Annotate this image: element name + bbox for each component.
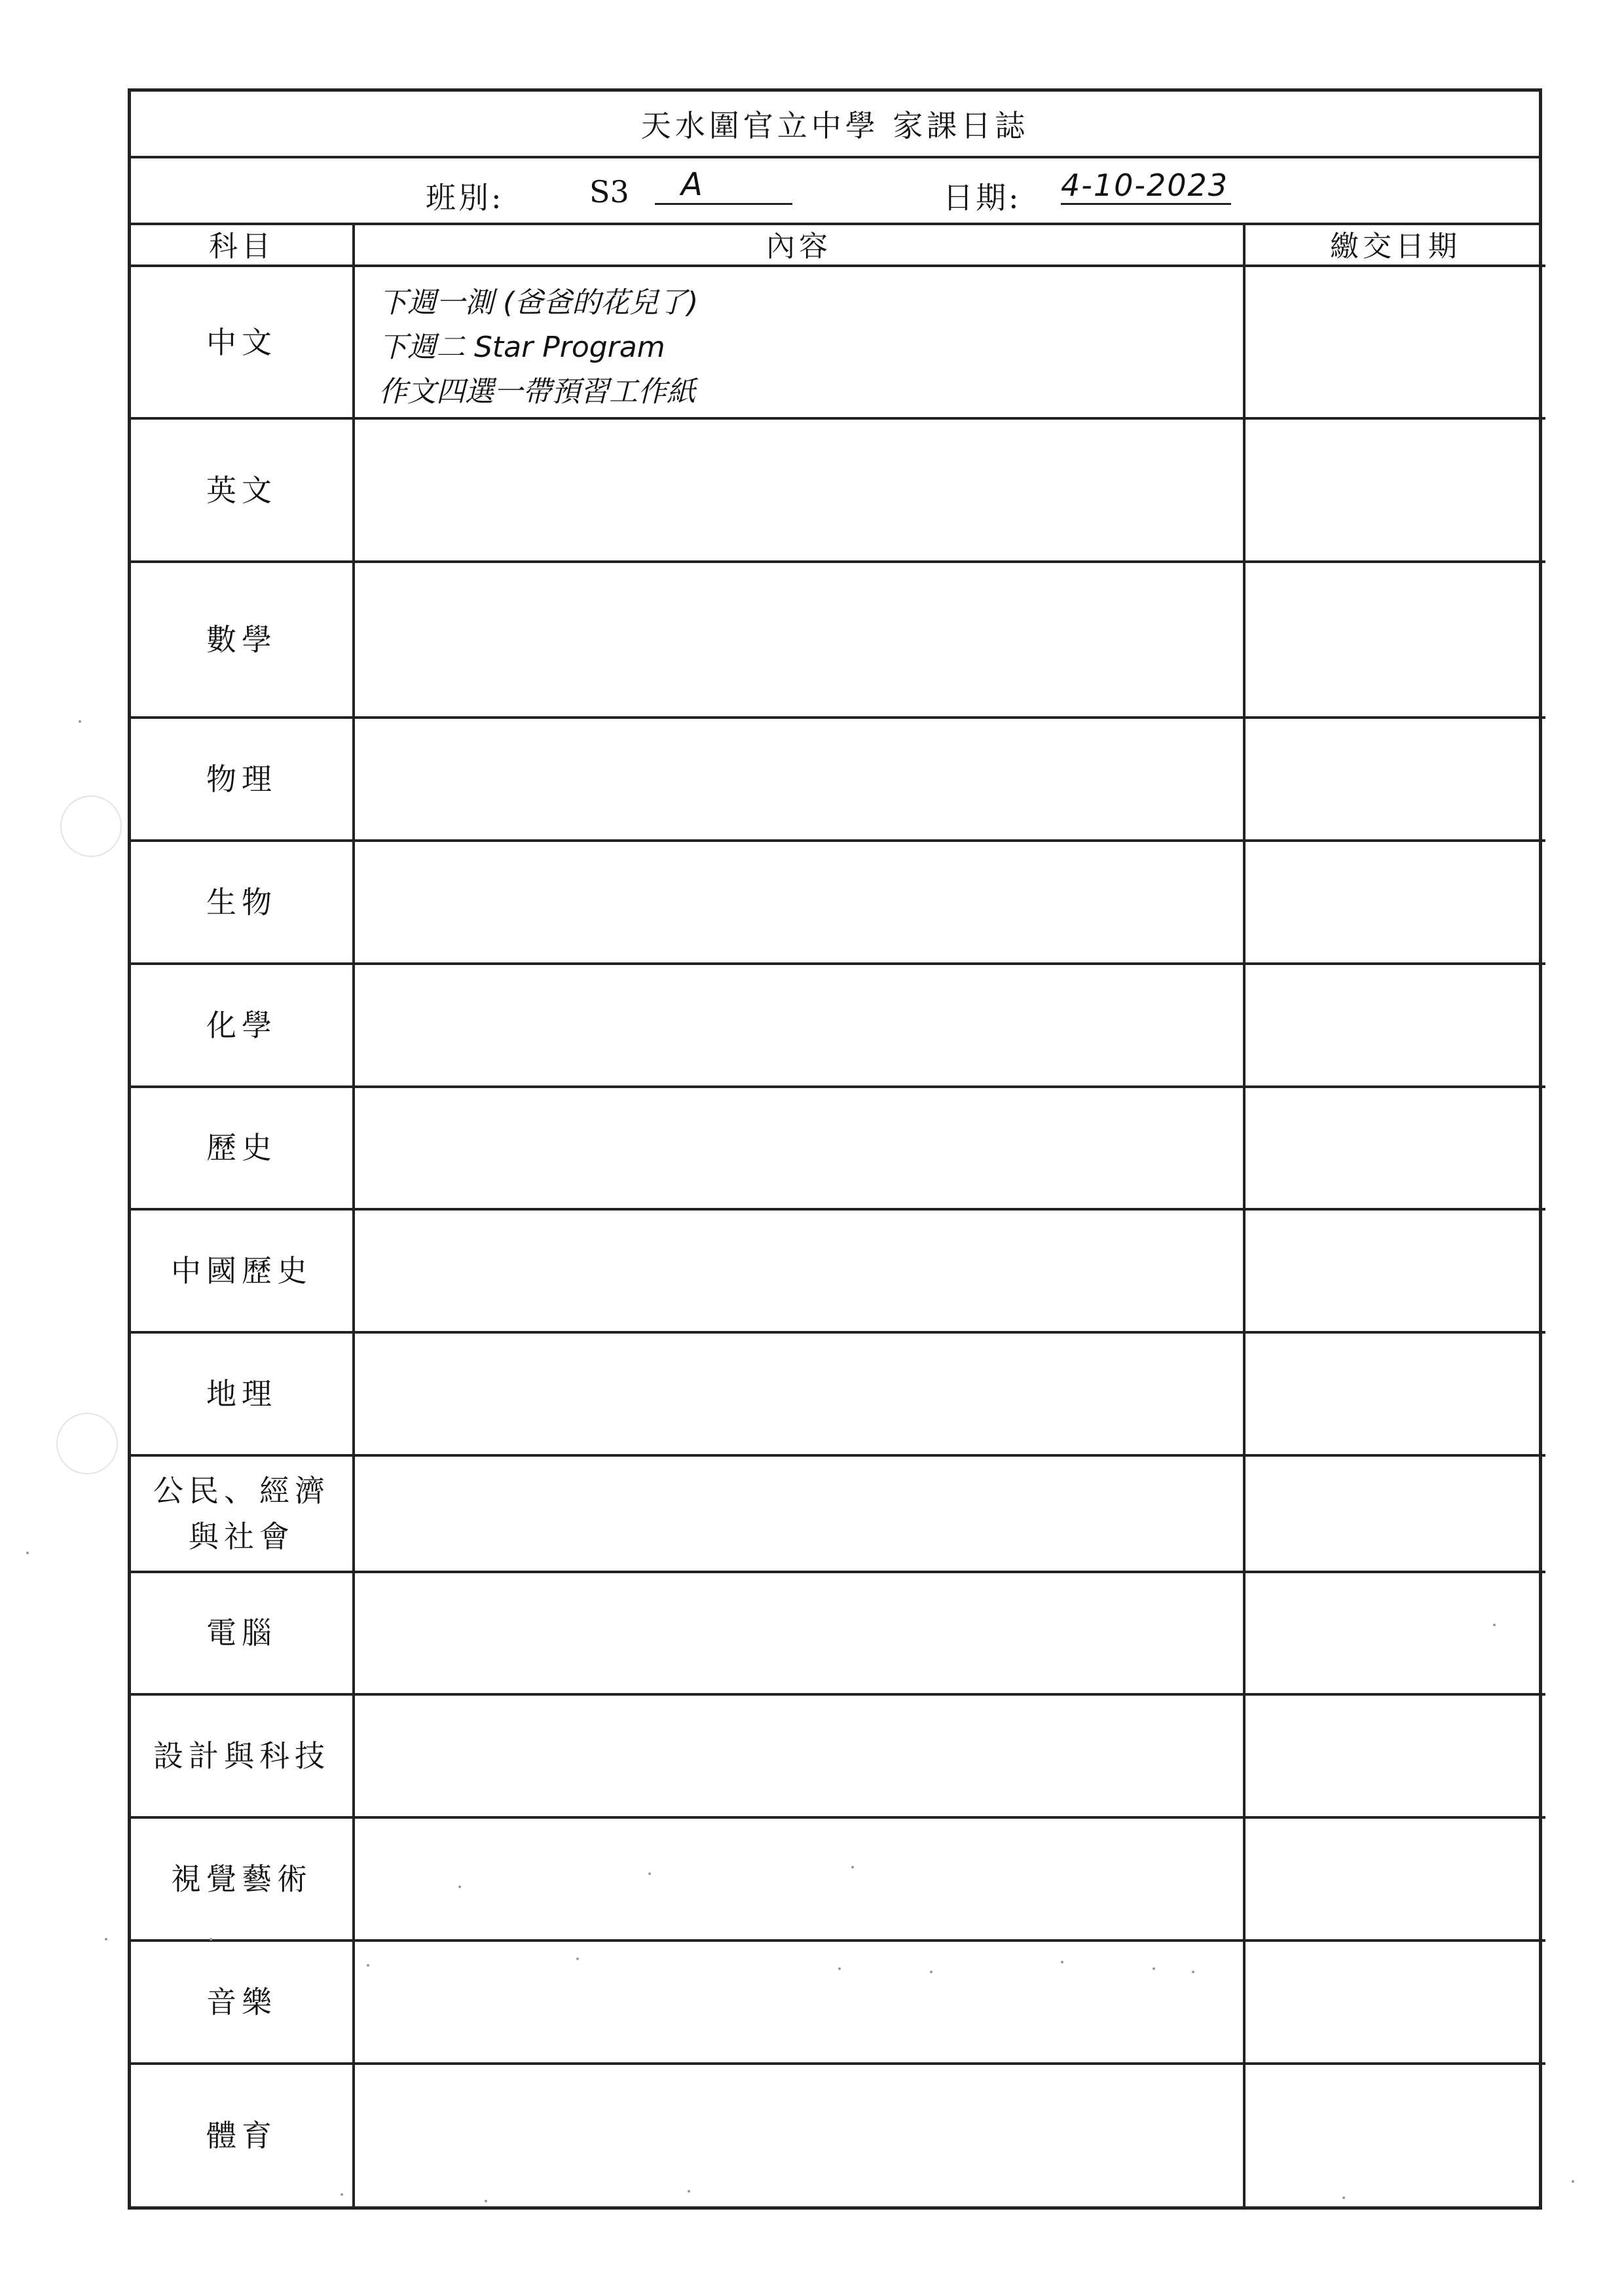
due-date-cell[interactable]: [1244, 1572, 1545, 1695]
form-title: 天水圍官立中學 家課日誌: [131, 92, 1539, 158]
subject-cell: [131, 1941, 354, 2064]
binder-hole-bottom: [56, 1413, 118, 1474]
content-cell[interactable]: [354, 1209, 1244, 1332]
scan-speck: [930, 1971, 932, 1973]
due-date-cell[interactable]: [1244, 1332, 1545, 1455]
due-date-cell[interactable]: [1244, 841, 1545, 964]
scan-speck: [458, 1886, 461, 1888]
content-cell[interactable]: [354, 1455, 1244, 1572]
subject-column-header: 科目: [131, 223, 354, 266]
content-cell[interactable]: [354, 266, 1244, 418]
subject-label: 化學: [206, 1007, 277, 1043]
content-cell[interactable]: [354, 1087, 1244, 1210]
subject-cell: [131, 1332, 354, 1455]
class-prefix: S3: [589, 174, 629, 210]
scan-speck: [1153, 1967, 1155, 1970]
due-date-cell[interactable]: [1244, 1455, 1545, 1572]
subject-cell: [131, 1455, 354, 1572]
subject-cell: [131, 1087, 354, 1210]
content-cell[interactable]: [354, 841, 1244, 964]
scan-speck: [851, 1866, 854, 1868]
class-handwritten: A: [655, 166, 792, 205]
subject-label: 中文: [206, 324, 277, 360]
date-label: 日期:: [943, 180, 1022, 215]
subject-label: 物理: [206, 761, 277, 797]
subject-label: 設計與科技: [153, 1738, 330, 1774]
subject-cell: [131, 718, 354, 841]
homework-table: [131, 223, 1545, 2206]
subject-cell: [131, 1694, 354, 1817]
scan-speck: [485, 2200, 487, 2202]
due-date-cell[interactable]: [1244, 1209, 1545, 1332]
content-cell[interactable]: [354, 562, 1244, 718]
table-row: [131, 1817, 1545, 1941]
subject-label: 地理: [206, 1376, 277, 1412]
subject-label: 公民、經濟: [153, 1472, 330, 1508]
table-row: [131, 1694, 1545, 1817]
class-label: 班別:: [426, 180, 504, 215]
subject-label: 音樂: [206, 1984, 277, 2020]
homework-diary-form: [128, 88, 1542, 2210]
due-date-cell[interactable]: [1244, 718, 1545, 841]
content-cell[interactable]: [354, 418, 1244, 561]
handwritten-note: 下週一測 (爸爸的花兒了): [378, 285, 699, 319]
scan-speck: [688, 2190, 690, 2193]
table-row: [131, 2064, 1545, 2206]
due-date-cell[interactable]: [1244, 1694, 1545, 1817]
due-date-column-header: 繳交日期: [1244, 223, 1545, 266]
subject-cell: [131, 1209, 354, 1332]
due-date-cell[interactable]: [1244, 964, 1545, 1087]
scan-speck: [1342, 2196, 1345, 2199]
subject-cell: [131, 841, 354, 964]
subject-cell: [131, 1572, 354, 1695]
date-handwritten: 4-10-2023: [1061, 168, 1231, 205]
content-cell[interactable]: [354, 718, 1244, 841]
due-date-cell[interactable]: [1244, 1817, 1545, 1941]
scan-speck: [210, 1938, 212, 1941]
due-date-cell[interactable]: [1244, 1087, 1545, 1210]
subject-label: 歷史: [206, 1130, 277, 1166]
subject-cell: [131, 562, 354, 718]
table-row: [131, 1209, 1545, 1332]
content-column-header: 內容: [354, 223, 1244, 266]
due-date-cell[interactable]: [1244, 266, 1545, 418]
binder-hole-top: [60, 795, 122, 857]
content-cell[interactable]: [354, 1941, 1244, 2064]
subject-label: 中國歷史: [171, 1253, 312, 1289]
subject-label: 電腦: [206, 1615, 277, 1651]
table-row: [131, 964, 1545, 1087]
scan-speck: [1493, 1624, 1496, 1626]
table-row: [131, 718, 1545, 841]
scan-speck: [79, 720, 81, 723]
table-row: [131, 1455, 1545, 1572]
table-header-row: [131, 223, 1545, 266]
subject-cell: [131, 964, 354, 1087]
handwritten-note: 下週二 Star Program: [378, 330, 665, 364]
content-cell[interactable]: [354, 2064, 1244, 2206]
scan-speck: [648, 1872, 651, 1875]
due-date-cell[interactable]: [1244, 562, 1545, 718]
scan-speck: [576, 1958, 579, 1960]
subject-cell: [131, 266, 354, 418]
table-row: [131, 1572, 1545, 1695]
due-date-cell[interactable]: [1244, 2064, 1545, 2206]
subject-cell: [131, 1817, 354, 1941]
subject-label: 英文: [206, 472, 277, 508]
table-row: [131, 1332, 1545, 1455]
subject-label: 與社會: [189, 1518, 295, 1554]
table-row: [131, 266, 1545, 418]
subject-cell: [131, 418, 354, 561]
table-row: [131, 562, 1545, 718]
scan-speck: [1192, 1971, 1194, 1973]
content-cell[interactable]: [354, 1694, 1244, 1817]
scan-speck: [1572, 2180, 1574, 2183]
content-cell[interactable]: [354, 964, 1244, 1087]
due-date-cell[interactable]: [1244, 1941, 1545, 2064]
table-row: [131, 1941, 1545, 2064]
handwritten-note: 作文四選一帶預習工作紙: [378, 374, 695, 409]
subject-label: 生物: [206, 884, 277, 920]
content-cell[interactable]: [354, 1817, 1244, 1941]
scan-speck: [367, 1964, 369, 1967]
content-cell[interactable]: [354, 1332, 1244, 1455]
scan-speck: [26, 1552, 29, 1554]
table-row: [131, 841, 1545, 964]
content-cell[interactable]: [354, 1572, 1244, 1695]
scan-speck: [838, 1967, 841, 1970]
table-row: [131, 1087, 1545, 1210]
subject-label: 視覺藝術: [171, 1861, 312, 1897]
due-date-cell[interactable]: [1244, 418, 1545, 561]
table-row: [131, 418, 1545, 561]
scan-speck: [105, 1938, 107, 1941]
scan-speck: [341, 2193, 343, 2196]
scan-speck: [1061, 1961, 1063, 1963]
subject-cell: [131, 2064, 354, 2206]
subject-label: 體育: [206, 2117, 277, 2153]
subject-label: 數學: [206, 621, 277, 657]
form-meta-row: [131, 156, 1539, 225]
